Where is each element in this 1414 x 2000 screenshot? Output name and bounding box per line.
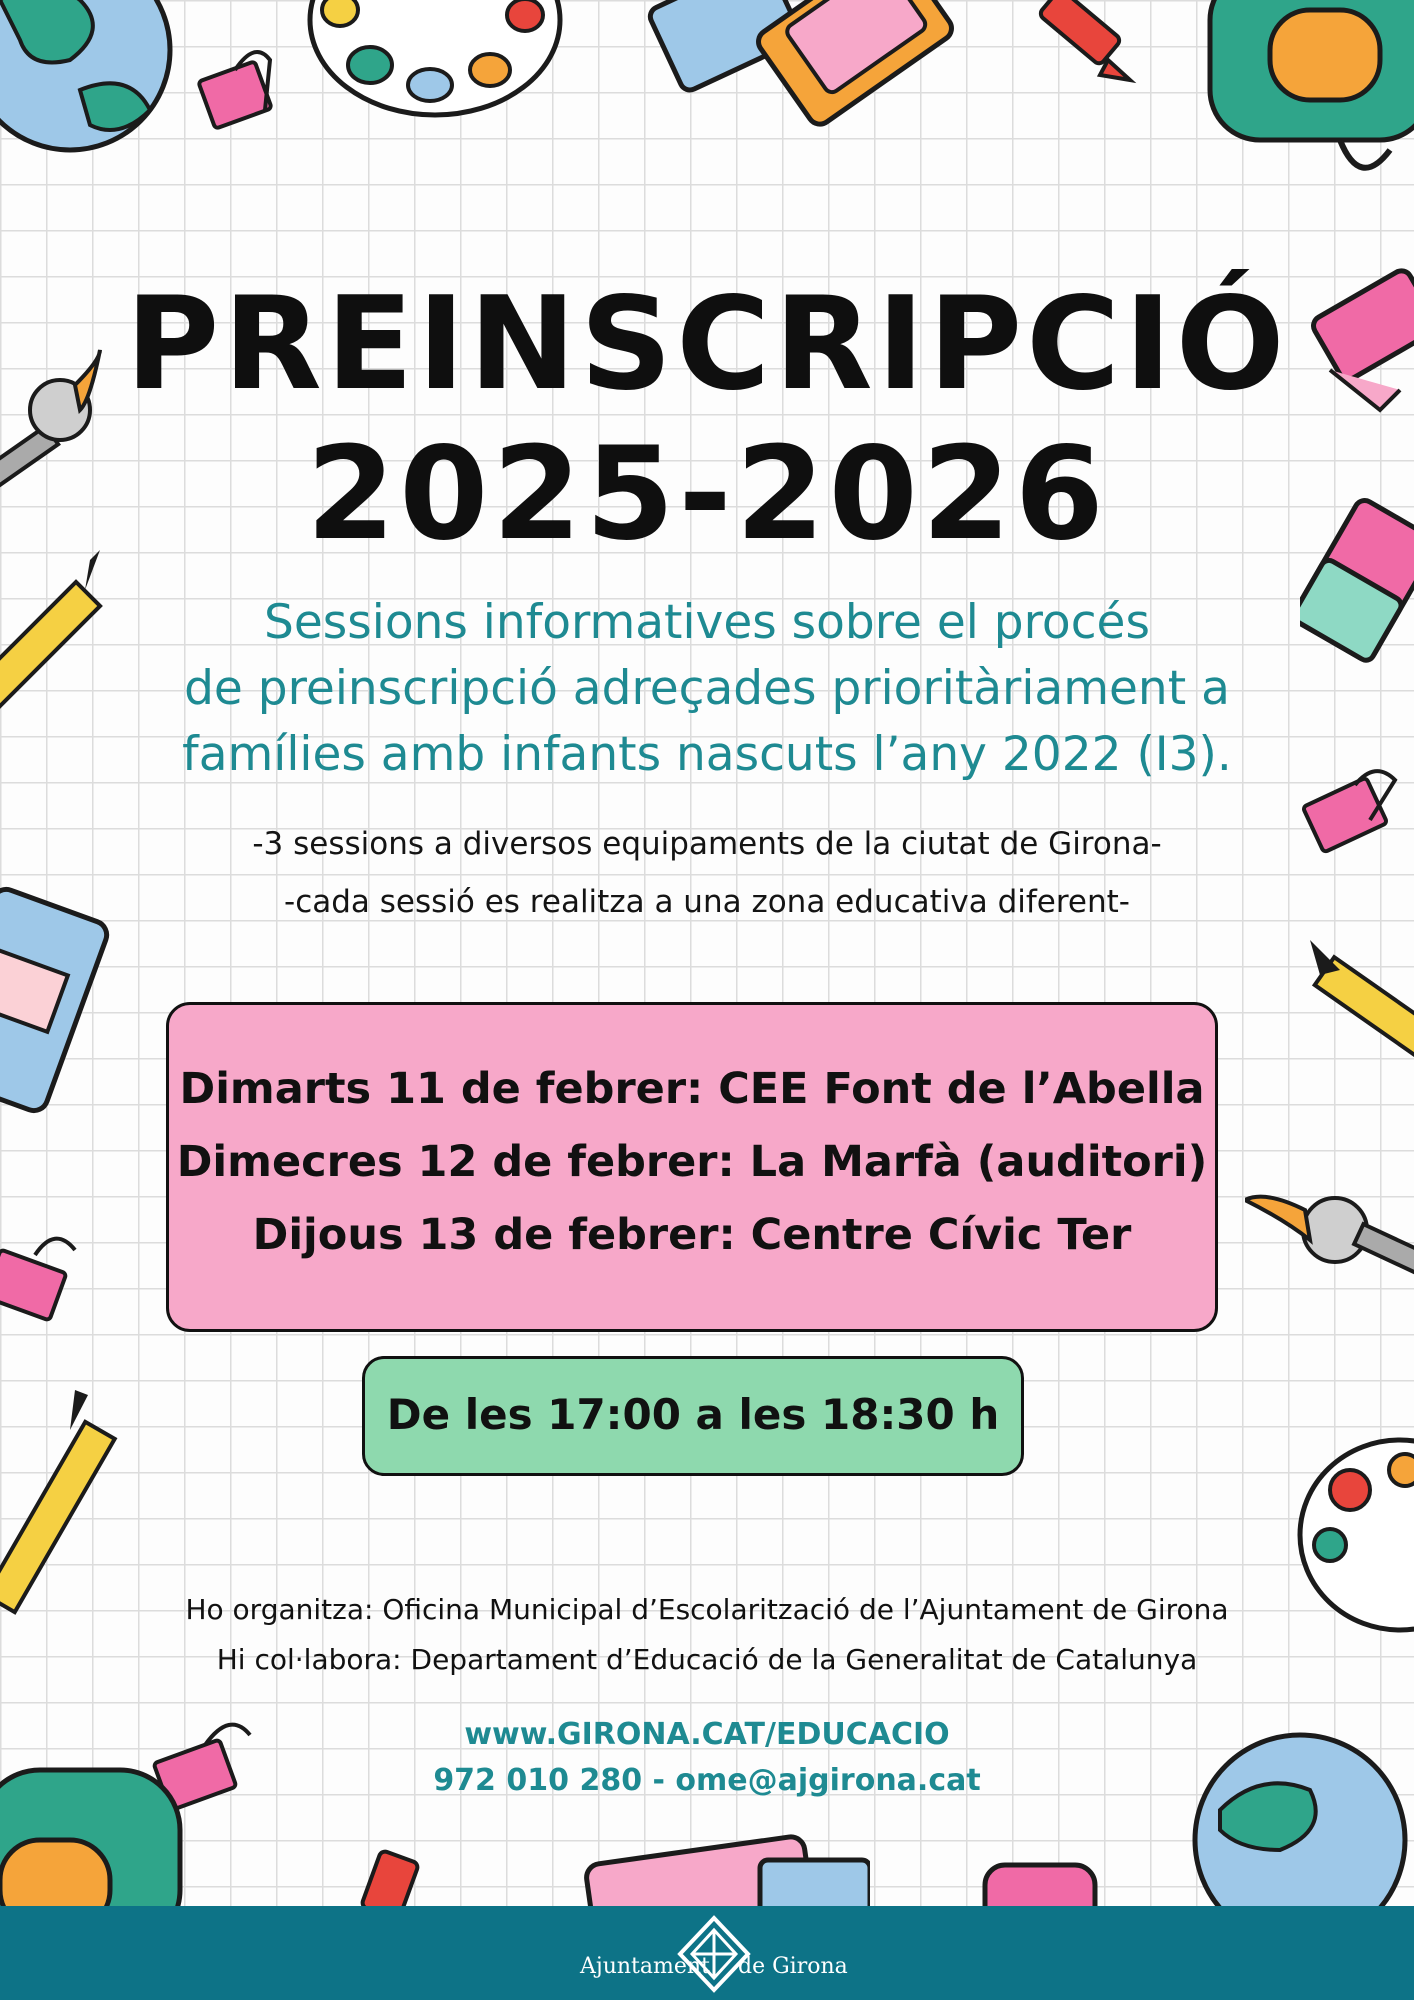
session-date-1: Dimarts 11 de febrer: CEE Font de l’Abella [179,1064,1205,1114]
session-notes [0,815,1414,931]
collaborator-line: Hi col·labora: Departament d’Educació de la Generalitat de Catalunya [216,1643,1198,1676]
books-icon [580,1820,870,1910]
footer-bar [0,1906,1414,2000]
subtitle-line-3: famílies amb infants nascuts l’any 2022 (I3). [182,727,1232,782]
globe-icon [0,0,210,200]
note-line-1: -3 sessions a diversos equipaments de la ciutat de Girona- [252,826,1162,862]
footer-logo-text-left: Ajuntament [580,1954,710,1979]
session-date-3: Dijous 13 de febrer: Centre Cívic Ter [252,1210,1132,1260]
time-box: De les 17:00 a les 18:30 h [362,1356,1024,1476]
phone-email[interactable]: 972 010 280 - ome@ajgirona.cat [433,1763,981,1798]
session-date-2: Dimecres 12 de febrer: La Marfà (auditori) [176,1137,1208,1187]
subtitle-line-1: Sessions informatives sobre el procés [264,595,1150,650]
title-line-2: 2025-2026 [306,420,1108,569]
title-line-1: PREINSCRIPCIÓ [125,270,1289,419]
crayon-icon [1030,0,1140,90]
footer-logo-text-right: de Girona [738,1954,848,1979]
backpack-icon [1190,0,1414,190]
paint-palette-icon [300,0,570,120]
sessions-box [166,1002,1218,1332]
pencil-icon [1300,930,1414,1110]
books-icon [640,0,960,130]
binder-clip-icon [0,1220,90,1330]
website-link[interactable]: www.GIRONA.CAT/EDUCACIO [464,1717,950,1752]
paintbrush-icon [1245,1190,1414,1340]
crayon-icon [355,1830,435,1910]
tape-icon [975,1845,1105,1910]
page-title [0,270,1414,570]
subtitle-line-2: de preinscripció adreçades prioritàriament a [184,661,1230,716]
note-line-2: -cada sessió es realitza a una zona educativa diferent- [284,884,1130,920]
contact-info [0,1712,1414,1804]
binder-clip-icon [195,40,285,140]
subtitle [0,590,1414,788]
organizer-line: Ho organitza: Oficina Municipal d’Escolarització de l’Ajuntament de Girona [185,1593,1229,1626]
organizers [0,1585,1414,1685]
